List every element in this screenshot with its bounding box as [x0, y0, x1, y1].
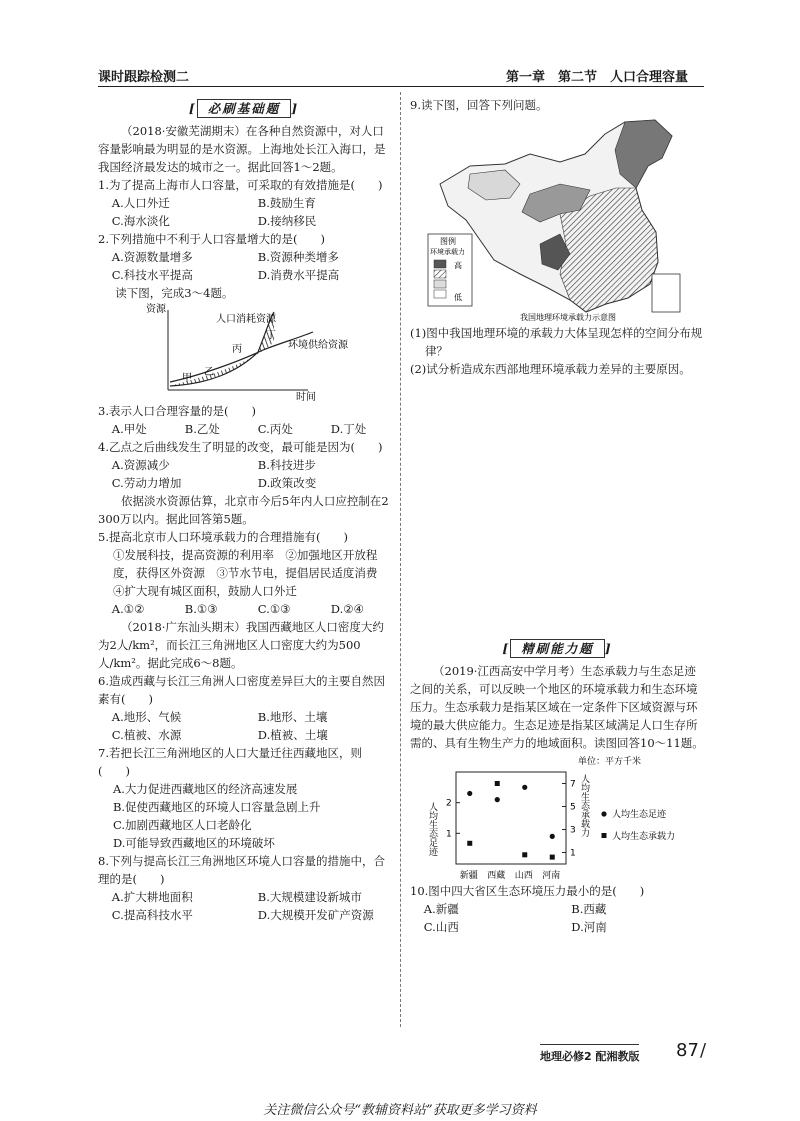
- bottom-note: 关注微信公众号“教辅资料站”获取更多学习资料: [263, 1103, 537, 1118]
- question-6: 6.造成西藏与长江三角洲人口密度差异巨大的主要自然因素有( ): [98, 674, 385, 706]
- option[interactable]: D.河南: [571, 920, 607, 934]
- option[interactable]: A.扩大耕地面积: [111, 890, 193, 904]
- resource-curve-figure: [98, 302, 390, 402]
- option[interactable]: B.①③: [184, 602, 218, 616]
- intro-3: （2018·广东汕头期末）我国西藏地区人口密度大约为2人/km²，而长江三角洲地区人口密度大约为500人/km²。据此完成6～8题。: [98, 620, 384, 670]
- x-category-label: 新疆: [459, 871, 478, 881]
- footer-badge: 地理必修2 配湘教版: [540, 1044, 639, 1064]
- intro-2: 依据淡水资源估算，北京市今后5年内人口应控制在2 300万以内。据此回答第5题。: [98, 494, 389, 526]
- legend-swatch-low: [434, 280, 446, 288]
- option[interactable]: C.加剧西藏地区人口老龄化: [112, 818, 252, 832]
- legend-circle-marker: [601, 811, 606, 816]
- point-footprint-西藏: [495, 797, 500, 802]
- option[interactable]: D.丁处: [330, 422, 367, 436]
- option[interactable]: A.①②: [111, 602, 145, 616]
- y-right-tick: 1: [570, 848, 576, 859]
- option[interactable]: C.植被、水源: [111, 728, 182, 742]
- legend-low: 低: [454, 293, 462, 302]
- right-column: [410, 96, 705, 936]
- china-capacity-map: [410, 114, 705, 324]
- chart-unit: 单位：平方千米: [578, 757, 642, 767]
- option[interactable]: D.接纳移民: [257, 214, 317, 228]
- map-caption: 我国地理环境承载力示意图: [520, 313, 616, 322]
- chart-intro: 读下图，完成3～4题。: [115, 286, 234, 300]
- question-4: 4.乙点之后曲线发生了明显的改变，最可能是因为( ): [98, 440, 383, 454]
- point-capacity-河南: [550, 855, 555, 860]
- option[interactable]: D.植被、土壤: [257, 728, 328, 742]
- header-left: 课时跟踪检测二: [98, 70, 190, 85]
- point-capacity-西藏: [495, 781, 500, 786]
- option[interactable]: C.山西: [423, 920, 459, 934]
- x-category-label: 山西: [514, 871, 533, 881]
- header-rule: [98, 86, 704, 87]
- legend-footprint: 人均生态足迹: [612, 810, 667, 820]
- option[interactable]: B.大规模建设新城市: [257, 890, 362, 904]
- y-left-tick: 1: [446, 829, 452, 840]
- question-5: 5.提高北京市人口环境承载力的合理措施有( ): [98, 530, 348, 544]
- option[interactable]: D.大规模开发矿产资源: [257, 908, 374, 922]
- header-right: 第一章 第二节 人口合理容量: [506, 70, 689, 85]
- plot-frame: [456, 772, 566, 864]
- legend-subtitle: 环境承载力: [430, 248, 465, 256]
- question-9-2: (2)试分析造成东西部地理环境承载力差异的主要原因。: [410, 362, 691, 376]
- y-right-label: 人均生态承载力: [579, 774, 589, 837]
- legend-capacity: 人均生态承载力: [612, 832, 676, 842]
- curve-label-supply: 环境供给资源: [288, 340, 348, 351]
- eco-chart: [410, 752, 705, 882]
- intro-4: （2019·江西高安中学月考）生态承载力与生态足迹之间的关系，可以反映一个地区的环境承载力和生态环境压力。生态承载力是指某区域在一定条件下区域资源与环境的最大供应能力。生态足迹是指某区域满足人口生存所需的、具有生物生产力的地域面积。读图回答10～11题。: [410, 664, 704, 750]
- option[interactable]: A.人口外迁: [111, 196, 170, 210]
- answer-space: [410, 378, 705, 640]
- legend-swatch-lowest: [434, 290, 446, 298]
- x-category-label: 河南: [542, 871, 561, 881]
- point-footprint-山西: [522, 785, 527, 790]
- section-title-ability: [ 精刷能力题 ]: [502, 641, 613, 656]
- question-7: 7.若把长江三角洲地区的人口大量迁往西藏地区，则( ): [98, 746, 362, 778]
- option[interactable]: D.可能导致西藏地区的环境破坏: [112, 836, 275, 850]
- column-divider: [400, 92, 401, 1027]
- option[interactable]: B.科技进步: [257, 458, 316, 472]
- question-2: 2.下列措施中不利于人口容量增大的是( ): [98, 232, 325, 246]
- option[interactable]: D.政策改变: [257, 476, 317, 490]
- question-5-body: ①发展科技，提高资源的利用率 ②加强地区开放程度，获得区外资源 ③节水节电，提倡居民适度消费 ④扩大现有城区面积，鼓励人口外迁: [112, 548, 389, 598]
- point-bing: 丙: [232, 344, 242, 355]
- page-slash: /: [700, 1040, 707, 1061]
- y-left-label: 人均生态足迹: [427, 802, 437, 856]
- question-10: 10.图中四大省区生态环境压力最小的是( ): [410, 884, 645, 898]
- section-title-basic: [ 必刷基础题 ]: [188, 101, 300, 116]
- option[interactable]: A.地形、气候: [111, 710, 182, 724]
- option[interactable]: D.消费水平提高: [257, 268, 340, 282]
- option[interactable]: C.丙处: [257, 422, 293, 436]
- question-9-1: (1)图中我国地理环境的承载力大体呈现怎样的空间分布规律？: [410, 326, 703, 358]
- point-ding: 丁: [266, 330, 276, 341]
- x-label: 时间: [296, 392, 316, 402]
- left-column: [98, 100, 390, 924]
- y-right-tick: 5: [570, 802, 576, 813]
- y-right-tick: 7: [570, 779, 576, 790]
- question-8: 8.下列与提高长江三角洲地区环境人口容量的措施中，合理的是( ): [98, 854, 385, 886]
- option[interactable]: D.②④: [330, 602, 364, 616]
- legend-title: 图例: [440, 237, 456, 246]
- legend-high: 高: [454, 261, 462, 270]
- option[interactable]: C.科技水平提高: [111, 268, 193, 282]
- x-category-label: 西藏: [487, 871, 506, 881]
- legend-swatch-mid: [434, 270, 446, 278]
- option[interactable]: B.资源种类增多: [257, 250, 339, 264]
- option[interactable]: B.乙处: [184, 422, 220, 436]
- option[interactable]: B.促使西藏地区的环境人口容量急剧上升: [112, 800, 321, 814]
- option[interactable]: B.鼓励生育: [257, 196, 316, 210]
- option[interactable]: A.大力促进西藏地区的经济高速发展: [112, 782, 298, 796]
- south-sea-inset: [652, 274, 680, 312]
- y-label: 资源: [146, 304, 166, 315]
- point-footprint-新疆: [467, 791, 472, 796]
- point-jia: 甲: [182, 373, 192, 384]
- option[interactable]: B.地形、土壤: [257, 710, 328, 724]
- intro-1: （2018·安徽芜湖期末）在各种自然资源中，对人口容量影响最为明显的是水资源。上海地处长江入海口，是我国经济最发达的城市之一。据此回答1～2题。: [98, 124, 386, 174]
- curve-label-consumption: 人口消耗资源: [216, 314, 276, 325]
- question-3: 3.表示人口合理容量的是( ): [98, 404, 256, 418]
- legend-square-marker: [602, 833, 607, 838]
- option[interactable]: A.资源减少: [111, 458, 170, 472]
- question-1: 1.为了提高上海市人口容量，可采取的有效措施是( ): [98, 178, 383, 192]
- legend-swatch-high: [434, 260, 446, 268]
- point-capacity-新疆: [467, 841, 472, 846]
- point-footprint-河南: [550, 834, 555, 839]
- option[interactable]: A.新疆: [423, 902, 459, 916]
- point-yi: 乙: [204, 367, 214, 378]
- question-1-options: [98, 194, 390, 212]
- option[interactable]: A.资源数量增多: [111, 250, 193, 264]
- point-capacity-山西: [522, 852, 527, 857]
- y-right-tick: 3: [570, 825, 576, 836]
- page-number: 87: [676, 1040, 699, 1061]
- option[interactable]: C.提高科技水平: [111, 908, 193, 922]
- option[interactable]: C.海水淡化: [111, 214, 170, 228]
- y-left-tick: 2: [446, 798, 452, 809]
- option[interactable]: C.①③: [257, 602, 291, 616]
- option[interactable]: B.西藏: [571, 902, 607, 916]
- option[interactable]: A.甲处: [111, 422, 147, 436]
- option[interactable]: C.劳动力增加: [111, 476, 182, 490]
- question-9: 9.读下图，回答下列问题。: [410, 98, 548, 112]
